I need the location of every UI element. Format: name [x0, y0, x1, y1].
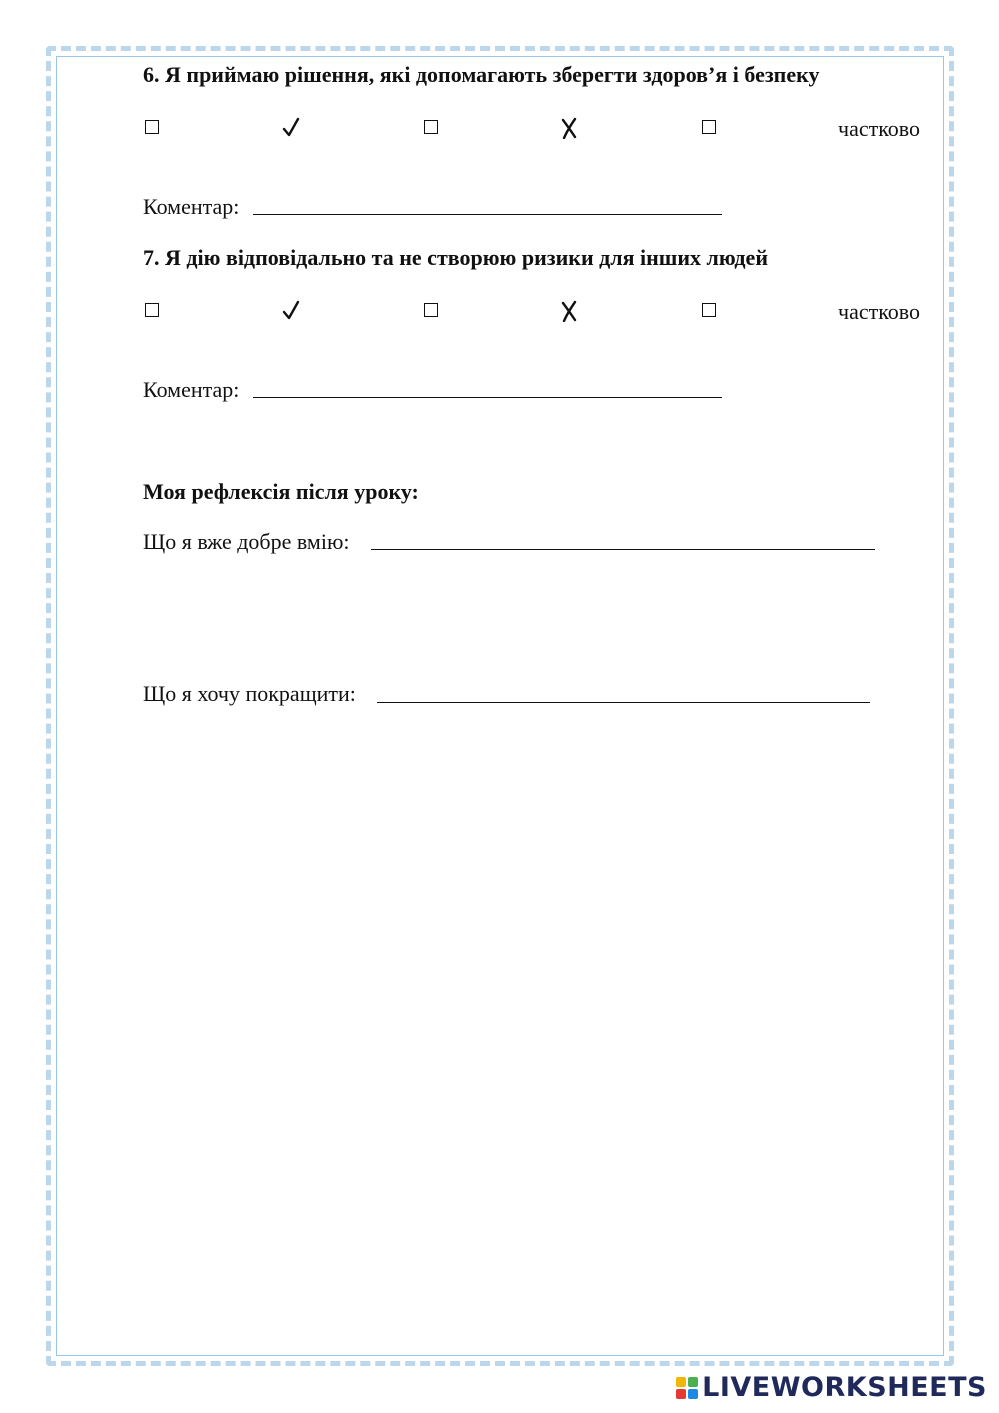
- checkbox-yes[interactable]: [145, 303, 159, 317]
- cross-icon: [559, 117, 579, 139]
- question-6-title: 6. Я приймаю рішення, які допомагають зберегти здоров’я і безпеку: [143, 62, 820, 87]
- reflection-good-input-line[interactable]: [371, 549, 875, 550]
- comment-label: Коментар:: [143, 194, 240, 219]
- brand-name: LIVEWORKSHEETS: [702, 1372, 987, 1403]
- checkbox-no[interactable]: [424, 120, 438, 134]
- partial-label: частково: [838, 299, 921, 324]
- question-7-title: 7. Я дію відповідально та не створюю ризики для інших людей: [143, 245, 768, 270]
- reflection-improve-label: Що я хочу покращити:: [143, 681, 356, 706]
- partial-label: частково: [838, 116, 921, 141]
- liveworksheets-logo: [676, 1372, 987, 1403]
- comment-input-line[interactable]: [253, 214, 722, 215]
- checkbox-partial[interactable]: [702, 303, 716, 317]
- reflection-improve-input-line[interactable]: [377, 702, 870, 703]
- checkbox-partial[interactable]: [702, 120, 716, 134]
- cross-icon: [559, 300, 579, 322]
- check-icon: [281, 300, 301, 322]
- reflection-good-label: Що я вже добре вмію:: [143, 529, 350, 554]
- checkbox-yes[interactable]: [145, 120, 159, 134]
- comment-input-line[interactable]: [253, 397, 722, 398]
- logo-tiles-icon: [676, 1377, 698, 1399]
- check-icon: [281, 117, 301, 139]
- comment-label: Коментар:: [143, 377, 240, 402]
- reflection-title: Моя рефлексія після уроку:: [143, 479, 419, 504]
- checkbox-no[interactable]: [424, 303, 438, 317]
